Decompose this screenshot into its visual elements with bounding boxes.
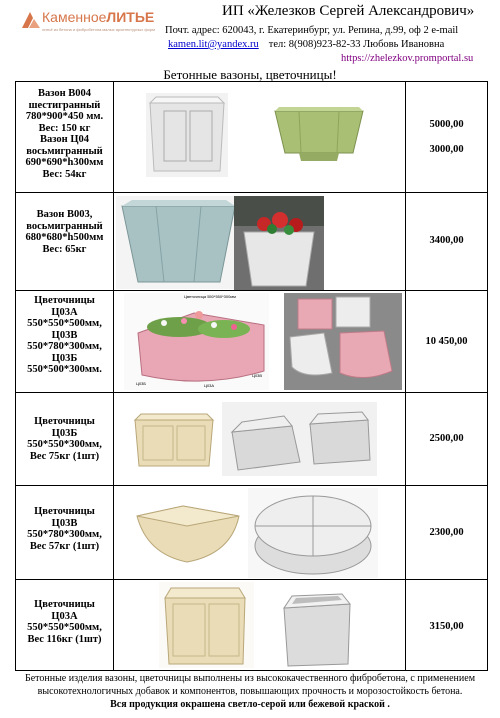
diagram-label: Цветочница 550*550*300мм — [184, 294, 236, 299]
vase-with-flowers-image — [234, 196, 324, 290]
product-description: Цветочницы Ц03В 550*780*300мм, Вес 57кг (1шт) — [27, 506, 102, 552]
price-value: 3150,00 — [429, 621, 464, 632]
phone-number: тел: 8(908)923-82-33 Любовь Ивановна — [268, 39, 445, 50]
table-row — [16, 192, 487, 291]
postal-address: Почт. адрес: 620043, г. Екатеринбург, ул. Репина, д.99, оф 2 e-mail — [165, 25, 459, 36]
round-grey-planter-set-image — [248, 488, 378, 578]
footer-line: Вся продукция окрашена светло-серой или бежевой краской . — [110, 699, 390, 710]
table-row — [16, 82, 487, 192]
square-beige-planter-image — [131, 412, 217, 468]
logo-text: КаменноеЛИТЬЕ — [42, 9, 155, 25]
price-value: 2300,00 — [429, 527, 464, 538]
flower-bed-set-diagram — [124, 293, 269, 390]
product-description: Вазон В004 шестигранный 780*900*450 мм. Вес: 150 кг Вазон Ц04 восьмигранный 690*690*h300мм Вес: 54кг — [25, 88, 104, 180]
price-value: 5000,00 — [429, 119, 464, 130]
tall-grey-planter-image — [280, 590, 355, 668]
diagram-code: Ц03А — [204, 383, 215, 388]
pink-flower-bed-image — [124, 293, 269, 390]
hexagonal-vase-image — [146, 93, 228, 177]
diagram-code: Ц03Б — [136, 381, 147, 386]
product-description: Цветочницы Ц03А 550*550*500мм, Ц03В 550*780*300мм, Ц03Б 550*500*300мм. — [27, 295, 102, 375]
table-row — [16, 485, 487, 580]
diagram-code: Ц03В — [252, 373, 263, 378]
product-description: Вазон В003, восьмигранный 680*680*h500мм Вес: 65кг — [25, 209, 104, 255]
logo-subtitle: литьё из бетона и фибробетона малых архитектурных форм — [42, 27, 155, 32]
table-row — [16, 392, 487, 486]
website-link[interactable]: https://zhelezkov.promportal.su — [341, 53, 474, 64]
table-row — [16, 579, 487, 671]
company-title: ИП «Железков Сергей Александрович» — [222, 3, 475, 19]
contacts-line — [168, 39, 444, 50]
price-value: 10 450,00 — [425, 336, 468, 347]
flower-bed-set-photo — [284, 293, 402, 390]
grey-planters-pair-image — [222, 402, 377, 476]
footer-line: Бетонные изделия вазоны, цветочницы выполнены из высококачественного фибробетона, с применением — [24, 673, 476, 684]
product-description: Цветочницы Ц03А 550*550*500мм, Вес 116кг (1шт) — [27, 599, 102, 645]
email-link[interactable]: kamen.lit@yandex.ru — [168, 39, 259, 50]
octagonal-green-vase-image — [271, 105, 367, 163]
company-logo — [20, 4, 155, 40]
tall-beige-planter-image — [159, 582, 254, 668]
price-table — [15, 81, 488, 671]
page-subtitle: Бетонные вазоны, цветочницы! — [163, 67, 337, 82]
blue-octagonal-vase-image — [116, 196, 241, 289]
price-value: 3400,00 — [429, 235, 464, 246]
corner-beige-planter-image — [133, 504, 243, 566]
logo-mark-icon — [20, 8, 42, 30]
table-row — [16, 290, 487, 393]
price-value: 2500,00 — [429, 433, 464, 444]
footer-line: высокотехнологичных добавок и компонентов, повышающих прочность и морозостойкость бетона. — [37, 686, 463, 697]
footer-note — [0, 672, 500, 711]
product-description: Цветочницы Ц03Б 550*550*300мм, Вес 75кг (1шт) — [27, 416, 102, 462]
price-value: 3000,00 — [429, 144, 464, 155]
